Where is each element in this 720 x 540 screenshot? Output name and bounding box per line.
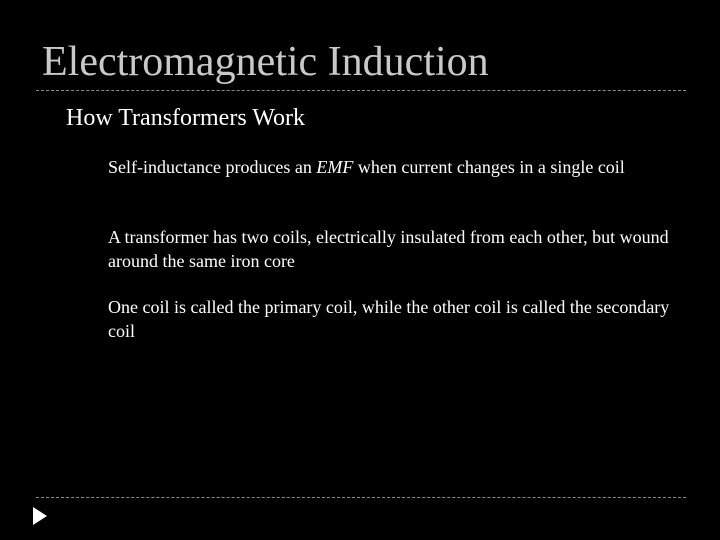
sub-bullet-text: A transformer has two coils, electrically insulated from each other, but wound around the same iron core (108, 227, 669, 271)
title-divider (36, 90, 686, 91)
footer-divider (36, 497, 686, 498)
sub-bullet-text: One coil is called the primary coil, while the other coil is called the secondary coil (108, 297, 670, 341)
sub-bullet-text-part: when current changes in a single coil (353, 157, 625, 177)
slide-title: Electromagnetic Induction (42, 39, 489, 85)
play-arrow-icon[interactable] (32, 505, 48, 527)
sub-bullet-text-part: Self-inductance produces an (108, 157, 317, 177)
bullet-level1-text: How Transformers Work (66, 105, 305, 131)
sub-bullet-text (108, 155, 683, 179)
emf-emphasis: EMF (316, 157, 354, 177)
